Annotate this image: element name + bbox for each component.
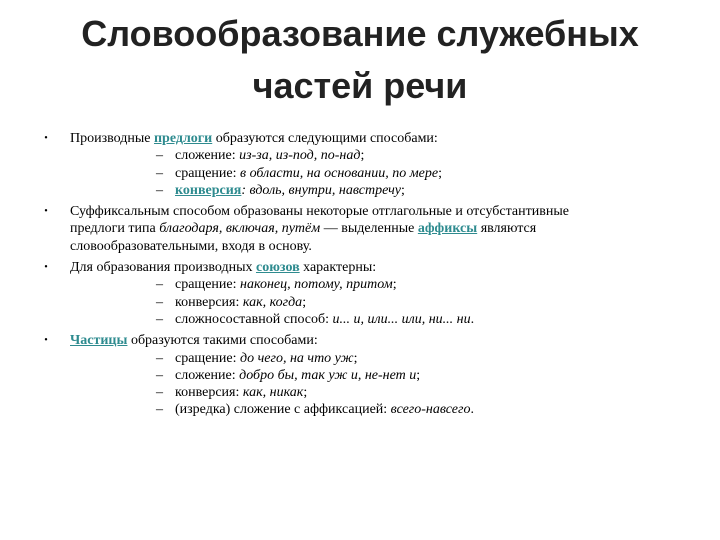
bullet-text: Частицы образуются такими способами: (70, 333, 318, 349)
bullet-suffixal (40, 203, 690, 255)
slide-content (40, 130, 690, 423)
sub-item: – сложение: из-за, из-под, по-над; (156, 148, 365, 164)
bullet-dot-icon: • (44, 206, 48, 218)
slide-title (0, 8, 720, 112)
sub-item: – сращение: в области, на основании, по мере; (156, 165, 442, 181)
sub-item: – конверсия: как, когда; (156, 294, 307, 310)
bullet-text-line-3: словообразовательными, входя в основу. (70, 238, 312, 254)
sub-item: – конверсия: вдоль, внутри, навстречу; (156, 182, 405, 198)
link-chastitsy[interactable]: Частицы (70, 333, 128, 349)
dash-icon: – (156, 350, 163, 366)
title-line-1: Словообразование служебных (81, 13, 639, 54)
bullet-prepositions (40, 130, 690, 199)
bullet-conjunctions (40, 259, 690, 328)
sub-item: – конверсия: как, никак; (156, 385, 308, 401)
sub-item: – сращение: наконец, потому, притом; (156, 277, 397, 293)
bullet-particles (40, 332, 690, 418)
bullet-text-line-1: Суффиксальным способом образованы некоторые отглагольные и отсубстантивные (70, 204, 569, 220)
dash-icon: – (156, 311, 163, 327)
dash-icon: – (156, 385, 163, 401)
dash-icon: – (156, 402, 163, 418)
sub-item: – (изредка) сложение с аффиксацией: всего-навсего. (156, 402, 474, 418)
dash-icon: – (156, 182, 163, 198)
bullet-dot-icon: • (44, 133, 48, 144)
link-predlogi[interactable]: предлоги (153, 131, 213, 146)
dash-icon: – (156, 277, 163, 293)
bullet-text-line-2: предлоги типа благодаря, включая, путём — выделенные аффиксы являются (70, 221, 537, 237)
bullet-dot-icon: • (44, 335, 48, 347)
dash-icon: – (156, 294, 163, 310)
bullet-text: Производные предлоги образуются следующими способами: (70, 131, 438, 146)
sub-item: – сращение: до чего, на что уж; (156, 350, 358, 366)
link-affiksy[interactable]: аффиксы (417, 221, 478, 237)
bullet-dot-icon: • (44, 262, 48, 274)
sub-item: – сложение: добро бы, так уж и, не-нет и; (156, 367, 421, 383)
link-konversiya[interactable]: конверсия (175, 182, 242, 198)
sub-item: – сложносоставной способ: и... и, или... или, ни... ни. (156, 311, 475, 327)
link-soyuzov[interactable]: союзов (255, 260, 300, 276)
bullet-text: Для образования производных союзов характерны: (70, 260, 377, 276)
dash-icon: – (156, 148, 163, 164)
title-line-2: частей речи (252, 65, 468, 106)
dash-icon: – (156, 165, 163, 181)
dash-icon: – (156, 367, 163, 383)
